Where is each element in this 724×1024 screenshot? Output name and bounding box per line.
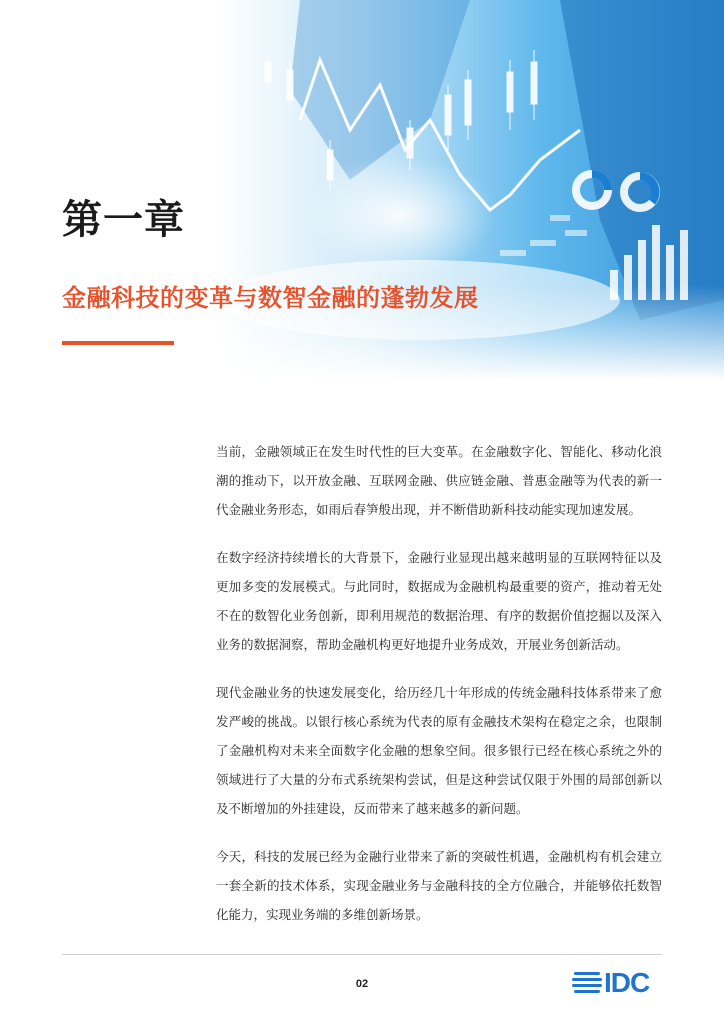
paragraph-1: 当前，金融领域正在发生时代性的巨大变革。在金融数字化、智能化、移动化浪潮的推动下，以开放金融、互联网金融、供应链金融、普惠金融等为代表的新一代金融业务形态，如雨后春笋般出现，并不断借助新科技动能实现加速发展。 [216,444,662,517]
idc-logo [572,968,664,998]
body-text [216,437,662,948]
footer-divider [62,954,662,955]
paragraph-4: 今天，科技的发展已经为金融行业带来了新的突破性机遇，金融机构有机会建立一套全新的技术体系，实现金融业务与金融科技的全方位融合，并能够依托数智化能力，实现业务端的多维创新场景。 [216,849,662,922]
page-number: 02 [355,978,369,990]
chapter-title: 金融科技的变革与数智金融的蓬勃发展 [62,284,479,312]
title-accent-bar [62,341,174,345]
chapter-label: 第一章 [62,197,185,243]
paragraph-3: 现代金融业务的快速发展变化，给历经几十年形成的传统金融科技体系带来了愈发严峻的挑战。以银行核心系统为代表的原有金融技术架构在稳定之余，也限制了金融机构对未来全面数字化金融的想象空间。很多银行已经在核心系统之外的领域进行了大量的分布式系统架构尝试，但是这种尝试仅限于外围的局部创新以及不断增加的外挂建设，反而带来了越来越多的新问题。 [216,685,662,816]
paragraph-2: 在数字经济持续增长的大背景下，金融行业显现出越来越明显的互联网特征以及更加多变的发展模式。与此同时，数据成为金融机构最重要的资产，推动着无处不在的数智化业务创新，即利用规范的数据治理、有序的数据价值挖掘以及深入业务的数据洞察，帮助金融机构更好地提升业务成效，开展业务创新活动。 [216,550,662,652]
idc-globe-icon [572,968,602,998]
logo-text: IDC [604,967,650,998]
